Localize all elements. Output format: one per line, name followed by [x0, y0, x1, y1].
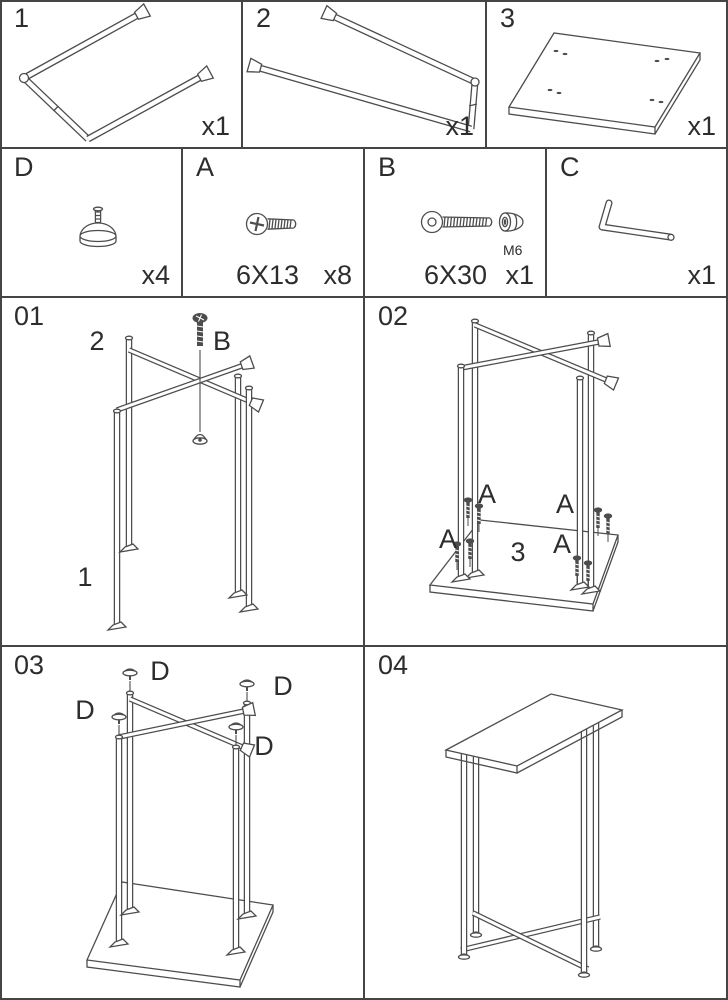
callout-glide-d: D: [150, 656, 170, 686]
callout-screw-a: A: [438, 524, 458, 554]
foot-glide-icon: [471, 932, 482, 937]
panel-part-1: [0, 0, 242, 147]
panel-hardware-a: [182, 149, 364, 296]
callout-part-1: 1: [77, 562, 93, 592]
cap-nut-drawing: [193, 435, 207, 445]
hardware-quantity: x1: [687, 260, 716, 290]
u-frame-drawing: [20, 4, 214, 139]
leg-frame-drawing: [108, 336, 264, 630]
screw-size-label: 6X13: [236, 260, 300, 290]
callout-screw-a: A: [477, 479, 497, 509]
foot-glide-icon: [123, 669, 137, 691]
panel-hardware-b: [364, 149, 546, 296]
foot-glide-icon: [112, 713, 126, 735]
part-number-label: 1: [14, 3, 30, 33]
hex-wrench-drawing: [602, 203, 674, 240]
panel-step-02: [364, 298, 728, 645]
callout-screw-a: A: [552, 529, 572, 559]
step-01-drawing: [0, 298, 364, 645]
panel-step-01: [0, 298, 364, 645]
hardware-letter-label: B: [378, 152, 397, 182]
adjustable-foot-drawing: [80, 207, 116, 246]
step-02-drawing: [364, 298, 728, 645]
panel-hardware-d: [0, 149, 182, 296]
long-screw-drawing: [422, 212, 492, 233]
panel-part-2: [242, 0, 486, 147]
part-number-label: 2: [256, 3, 272, 33]
hardware-letter-label: C: [560, 152, 580, 182]
hardware-quantity: x1: [505, 260, 534, 290]
panel-hardware-c: [546, 149, 728, 296]
part-quantity: x1: [201, 111, 230, 141]
screw-size-label: 6X30: [424, 260, 488, 290]
hardware-quantity: x4: [141, 260, 170, 290]
panel-step-04: [364, 647, 728, 998]
screw-b-drawing: [193, 313, 208, 432]
panel-part-3: [486, 0, 728, 147]
step-03-drawing: [0, 647, 364, 998]
callout-glide-d: D: [254, 731, 274, 761]
screw-a-icon: [464, 497, 472, 526]
callout-glide-d: D: [75, 695, 95, 725]
step-number: 03: [14, 650, 45, 680]
nut-size-label: M6: [503, 242, 523, 258]
step-number: 01: [14, 301, 45, 331]
hardware-letter-label: D: [14, 152, 34, 182]
screw-a-icon: [594, 507, 602, 536]
cap-nut-drawing: [500, 213, 524, 231]
u-frame-drawing: [247, 3, 479, 129]
callout-screw-a: A: [555, 489, 575, 519]
callout-part-2: 2: [89, 326, 105, 356]
callout-part-3: 3: [510, 537, 526, 567]
part-quantity: x1: [445, 111, 474, 141]
foot-glide-icon: [459, 954, 470, 959]
hardware-quantity: x8: [323, 260, 352, 290]
step-number: 02: [378, 301, 409, 331]
flat-head-screw-drawing: [247, 214, 296, 235]
panel-step-03: [0, 647, 364, 998]
part-quantity: x1: [687, 111, 716, 141]
callout-glide-d: D: [273, 671, 293, 701]
foot-glide-icon: [591, 946, 602, 951]
foot-glide-icon: [240, 680, 254, 701]
foot-glide-icon: [579, 972, 590, 977]
step-04-drawing: [364, 647, 728, 998]
finished-table-drawing: [446, 694, 622, 977]
hardware-letter-label: A: [196, 152, 215, 182]
step-number: 04: [378, 650, 409, 680]
callout-screw-b: B: [212, 326, 232, 356]
tabletop-board-drawing: [509, 33, 700, 134]
part-number-label: 3: [500, 3, 516, 33]
